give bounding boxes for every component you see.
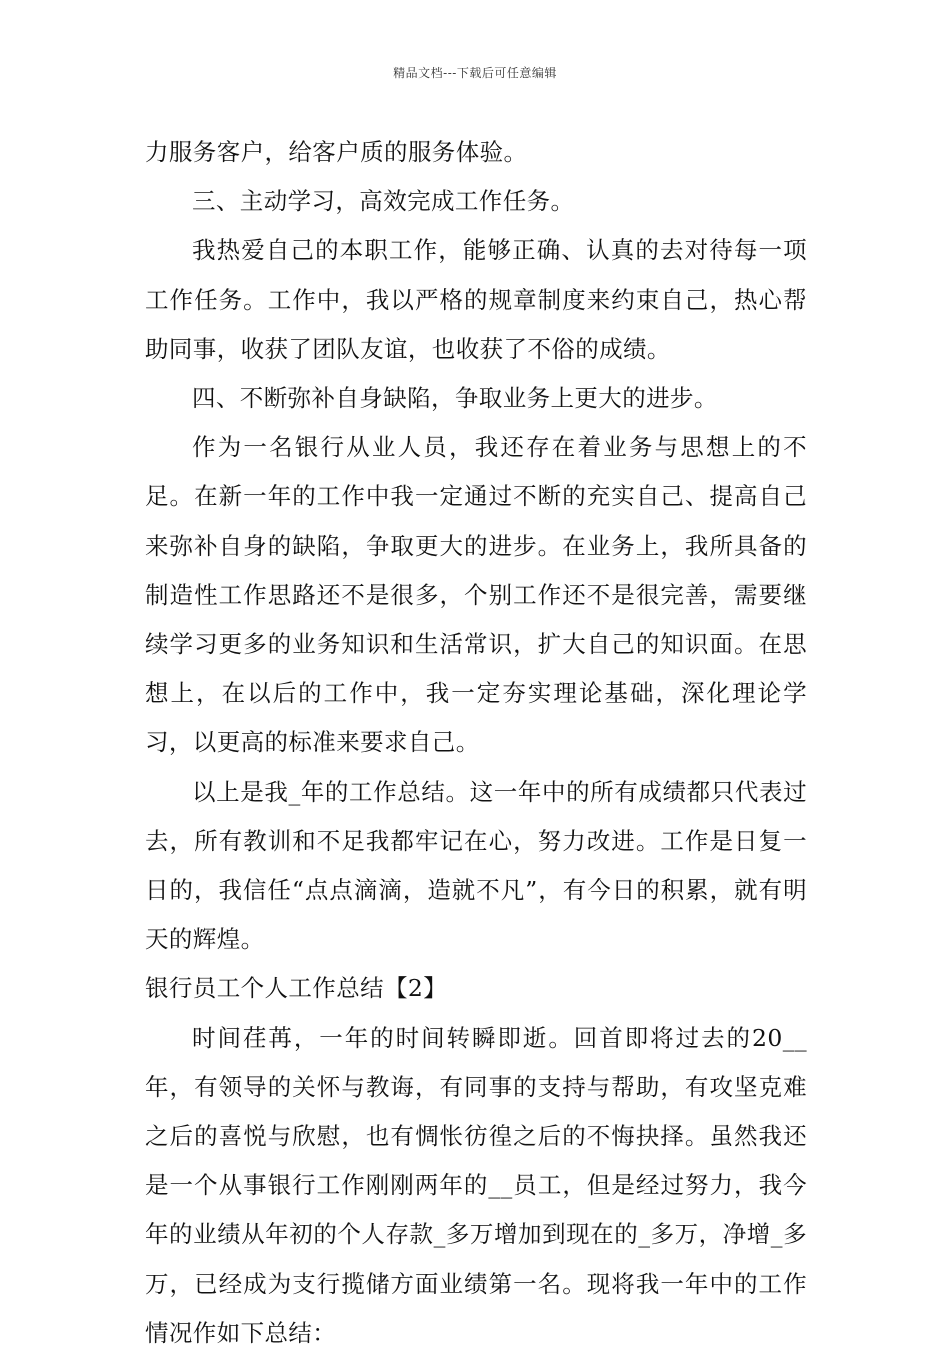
section-heading-3: 三、主动学习，高效完成工作任务。 — [192, 187, 575, 216]
paragraph-2: 我热爱自己的本职工作，能够正确、认真的去对待每一项工作任务。工作中，我以严格的规章制度来约束自己，热心帮助同事，收获了团队友谊，也收获了不俗的成绩。 — [145, 236, 807, 363]
paragraph-3: 作为一名银行从业人员，我还存在着业务与思想上的不足。在新一年的工作中我一定通过不断的充实自己、提高自己来弥补自身的缺陷，争取更大的进步。在业务上，我所具备的制造性工作思路还不是很多，个别工作还不是很完善，需要继续学习更多的业务知识和生活常识，扩大自己的知识面。在思想上，在以后的工作中，我一定夯实理论基础，深化理论学习，以更高的标准来要求自己。 — [145, 433, 807, 757]
document-title-2: 银行员工个人工作总结【2】 — [145, 974, 448, 1003]
paragraph-1: 力服务客户，给客户质的服务体验。 — [145, 138, 528, 166]
page-header: 精品文档---下载后可任意编辑 — [393, 66, 557, 80]
paragraph-4: 以上是我_年的工作总结。这一年中的所有成绩都只代表过去，所有教训和不足我都牢记在心，努力改进。工作是日复一日的，我信任“点点滴滴，造就不凡”，有今日的积累，就有明天的辉煌。 — [145, 777, 807, 954]
document-body — [145, 128, 807, 1358]
section-heading-4: 四、不断弥补自身缺陷，争取业务上更大的进步。 — [192, 384, 718, 413]
paragraph-5: 时间荏苒，一年的时间转瞬即逝。回首即将过去的20__年，有领导的关怀与教诲，有同事的支持与帮助，有攻坚克难之后的喜悦与欣慰，也有惆怅彷徨之后的不悔抉择。虽然我还是一个从事银行工作刚刚两年的__员工，但是经过努力，我今年的业绩从年初的个人存款_多万增加到现在的_多万，净增_多万，已经成为支行揽储方面业绩第一名。现将我一年中的工作情况作如下总结： — [145, 1023, 807, 1347]
